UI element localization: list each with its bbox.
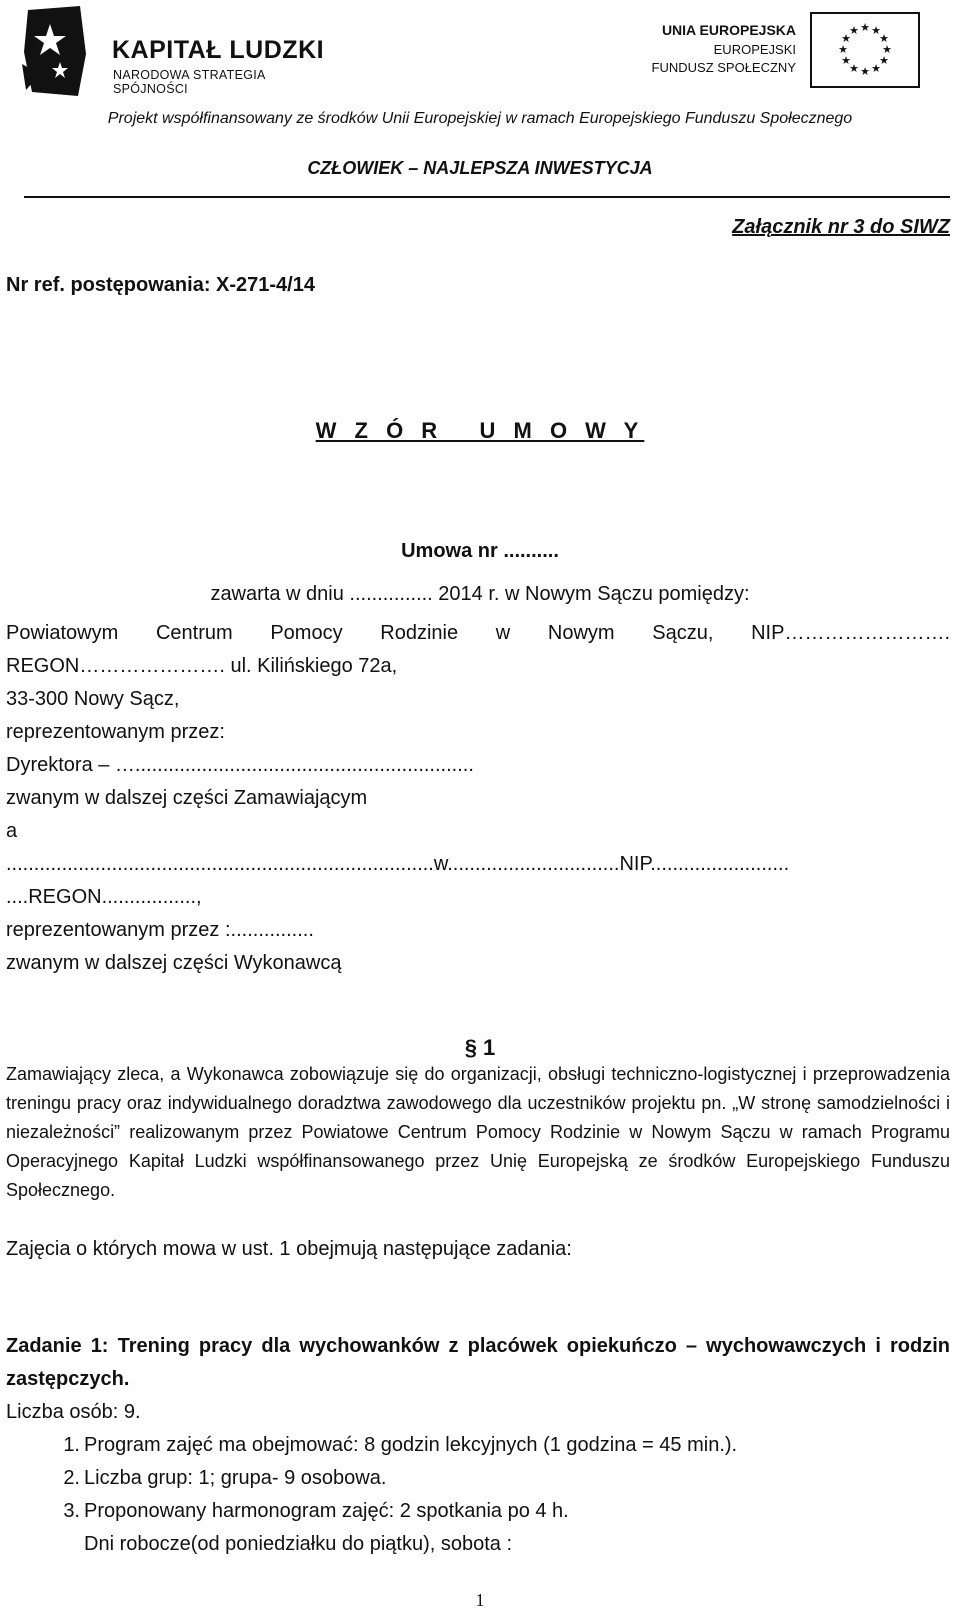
party-line-1: Powiatowym Centrum Pomocy Rodzinie w Nowym Sączu, NIP…………………….: [6, 622, 950, 644]
attachment-label: Załącznik nr 3 do SIWZ: [732, 216, 950, 238]
svg-text:★: ★: [871, 63, 881, 75]
svg-text:★: ★: [841, 33, 851, 45]
section-paragraph: Zamawiający zleca, a Wykonawca zobowiązuje się do organizacji, obsługi techniczno-logistycznej i przeprowadzenia treningu pracy oraz indywidualnego doradztwa zawodowego dla uczestników projektu pn. „W stronę samodzielności i niezależności” realizowanym przez Powiatowe Centrum Pomocy Rodzinie w Nowym Sączu w ramach Programu Operacyjnego Kapitał Ludzki współfinansowanego przez Unię Europejską ze środków Europejskiego Funduszu Społecznego.: [6, 1064, 950, 1200]
eu-flag-icon: [810, 12, 920, 88]
party-line-9: ....REGON.................,: [6, 886, 202, 908]
contract-number: Umowa nr ..........: [401, 540, 559, 562]
list-item: [56, 1462, 936, 1495]
list-item-text: Liczba grup: 1; grupa- 9 osobowa.: [84, 1467, 387, 1489]
svg-text:★: ★: [882, 44, 892, 56]
party-line-8: .............................................................................w...............................NIP.........................: [6, 853, 790, 875]
party-line-6: zwanym w dalszej części Zamawiającym: [6, 787, 368, 809]
list-item-number: 3.: [63, 1500, 80, 1522]
party-line-2: REGON…………………. ul. Kilińskiego 72a,: [6, 655, 398, 677]
tasks-intro: Zajęcia o których mowa w ust. 1 obejmują następujące zadania:: [6, 1238, 572, 1260]
project-funding-line: Projekt współfinansowany ze środków Unii Europejskiej w ramach Europejskiego Funduszu Społecznego: [107, 110, 853, 127]
party-line-5: Dyrektora – ….............................................................: [6, 754, 474, 776]
party-line-4: reprezentowanym przez:: [6, 721, 225, 743]
kapital-ludzki-subtitle: NARODOWA STRATEGIA SPÓJNOŚCI: [113, 68, 265, 96]
list-item-continuation: Dni robocze(od poniedziałku do piątku), sobota :: [84, 1533, 513, 1555]
participants-count: Liczba osób: 9.: [6, 1401, 141, 1423]
svg-text:★: ★: [838, 44, 848, 56]
eu-title: UNIA EUROPEJSKA: [661, 22, 796, 38]
contract-date-line: zawarta w dniu ............... 2014 r. w Nowym Sączu pomiędzy:: [210, 583, 750, 605]
list-item: [56, 1429, 936, 1462]
svg-text:★: ★: [871, 25, 881, 37]
svg-text:★: ★: [841, 55, 851, 67]
svg-text:★: ★: [849, 63, 859, 75]
svg-text:★: ★: [879, 33, 889, 45]
kapital-ludzki-emblem-icon: [20, 4, 90, 100]
party-line-7: a: [6, 820, 18, 842]
party-line-10: reprezentowanym przez :...............: [6, 919, 314, 941]
list-item-text: Proponowany harmonogram zajęć: 2 spotkania po 4 h.: [84, 1500, 569, 1522]
svg-text:★: ★: [849, 25, 859, 37]
reference-number: Nr ref. postępowania: X-271-4/14: [6, 274, 315, 296]
document-title: W Z Ó R U M O W Y: [315, 418, 645, 443]
page-number: 1: [475, 1590, 485, 1610]
header-divider: [24, 196, 950, 198]
list-item-number: 2.: [63, 1467, 80, 1489]
section-sign: § 1: [464, 1035, 496, 1060]
eu-line2: EUROPEJSKI: [713, 42, 796, 57]
svg-text:★: ★: [879, 55, 889, 67]
list-item-number: 1.: [63, 1434, 80, 1456]
motto: CZŁOWIEK – NAJLEPSZA INWESTYCJA: [307, 158, 653, 178]
eu-line3: FUNDUSZ SPOŁECZNY: [651, 60, 796, 75]
kapital-ludzki-logo: [20, 4, 340, 100]
list-item-text: Program zajęć ma obejmować: 8 godzin lekcyjnych (1 godzina = 45 min.).: [84, 1434, 738, 1456]
list-item: [56, 1495, 936, 1528]
svg-text:★: ★: [860, 22, 870, 34]
party-line-11: zwanym w dalszej części Wykonawcą: [6, 952, 342, 974]
task-title: Zadanie 1: Trening pracy dla wychowanków z placówek opiekuńczo – wychowawczych i rodzin zastępczych.: [6, 1335, 950, 1390]
kapital-ludzki-title: KAPITAŁ LUDZKI: [112, 36, 325, 64]
eu-logo: [640, 12, 920, 92]
party-line-3: 33-300 Nowy Sącz,: [6, 688, 180, 710]
svg-text:★: ★: [860, 66, 870, 78]
